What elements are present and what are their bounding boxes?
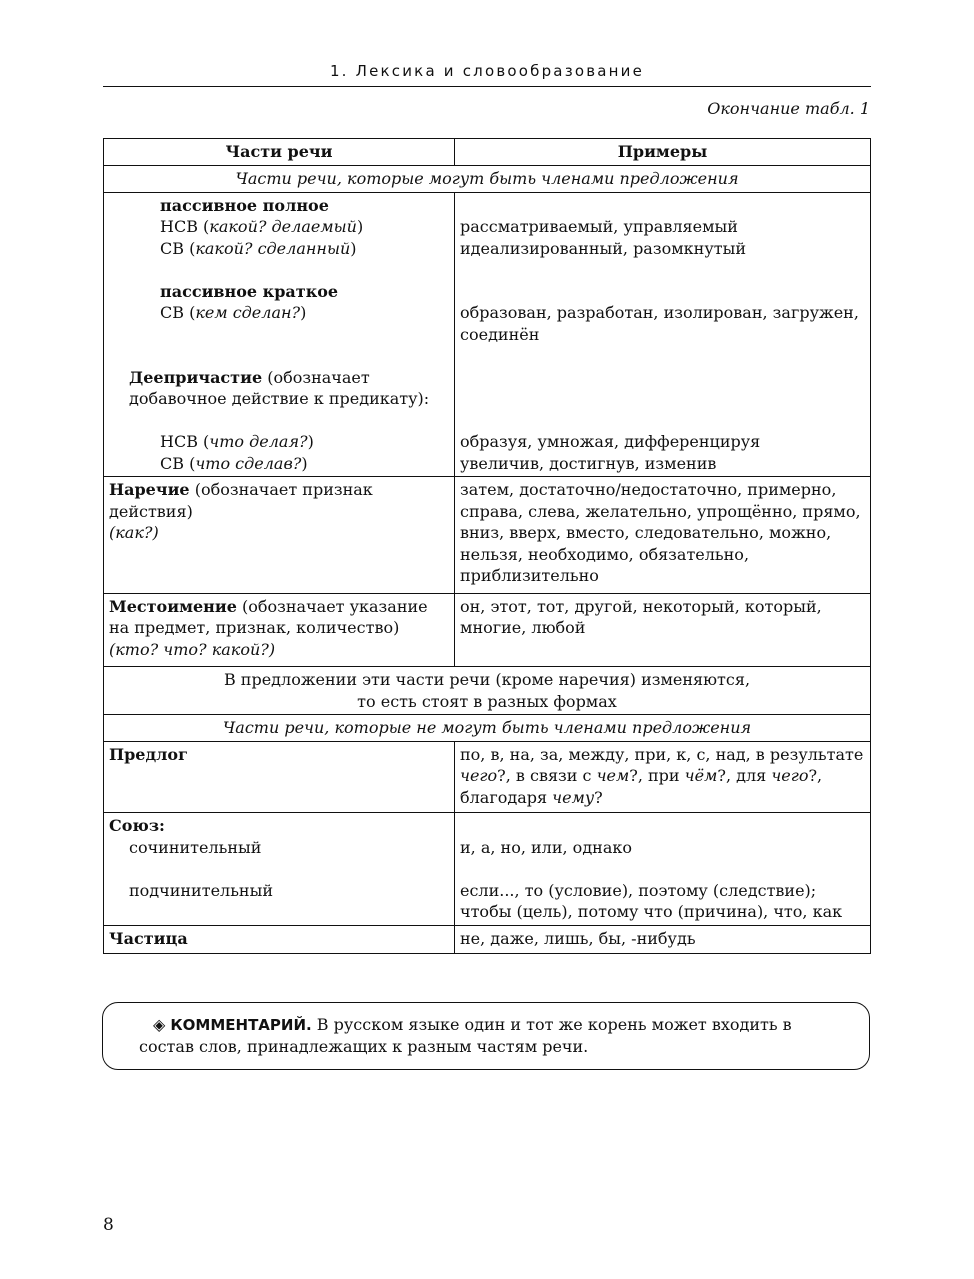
pronoun-title: Местоимение (109, 596, 237, 616)
adverb-title: Наречие (109, 480, 190, 499)
pronoun-cell (104, 593, 455, 667)
table-row (104, 741, 871, 813)
conjunction-examples (455, 813, 871, 926)
coordinating-example: и, а, но, или, однако (460, 837, 632, 857)
pronoun-desc: (обозначает указание на предмет, признак, количество) (109, 596, 428, 637)
participle-gerund-cell (104, 192, 455, 477)
gerund-sv: СВ (что сделав?) (160, 453, 308, 473)
table-row (104, 477, 871, 594)
passive-full-title: пассивное полное (160, 195, 329, 215)
adverb-question: (как?) (109, 523, 159, 542)
gerund-sv-example: увеличив, достигнув, изменив (460, 453, 717, 473)
table-caption: Окончание табл. 1 (707, 99, 870, 118)
comment-title: КОММЕНТАРИЙ. (170, 1016, 312, 1034)
parts-of-speech-table (103, 138, 871, 954)
change-note: В предложении эти части речи (кроме наречия) изменяются, то есть стоят в разных формах (104, 667, 871, 715)
section-row (104, 166, 871, 193)
particle-examples: не, даже, лишь, бы, -нибудь (455, 925, 871, 954)
passive-short-sv: СВ (кем сделан?) (160, 303, 307, 322)
section-title-non-members: Части речи, которые не могут быть членами предложения (104, 715, 871, 742)
page-number: 8 (103, 1215, 114, 1235)
running-head: 1. Лексика и словообразование (329, 62, 645, 80)
table-header-row (104, 139, 871, 166)
participle-gerund-examples (455, 192, 871, 477)
passive-full-nsv-example: рассматриваемый, управляемый (460, 217, 738, 236)
table-row (104, 813, 871, 926)
comment-box (102, 1002, 870, 1070)
adverb-cell (104, 477, 455, 594)
passive-full-sv: СВ (какой? сделанный) (160, 238, 357, 258)
table-row (104, 925, 871, 954)
header-rule (103, 86, 871, 87)
passive-short-title: пассивное краткое (160, 281, 339, 301)
comment-text: В русском языке один и тот же корень может входить в состав слов, принадлежащих к разным частям речи. (139, 1015, 792, 1056)
section-row (104, 715, 871, 742)
section-title-members: Части речи, которые могут быть членами предложения (104, 166, 871, 193)
subordinating-label: подчинительный (129, 880, 273, 900)
passive-full-nsv: НСВ (какой? делаемый) (160, 217, 364, 236)
column-header-parts: Части речи (104, 139, 455, 166)
note-row (104, 667, 871, 715)
gerund-nsv-example: образуя, умножая, дифференцируя (460, 432, 761, 451)
pronoun-examples: он, этот, тот, другой, некоторый, который, многие, любой (455, 593, 871, 667)
subordinating-example: если..., то (условие), поэтому (следствие); чтобы (цель), потому что (причина), что, как (460, 880, 843, 921)
coordinating-label: сочинительный (129, 837, 262, 857)
table-row (104, 593, 871, 667)
passive-short-example: образован, разработан, изолирован, загружен, соединён (460, 303, 859, 344)
pronoun-question: (кто? что? какой?) (109, 639, 276, 659)
gerund-nsv: НСВ (что делая?) (160, 432, 314, 451)
preposition-title: Предлог (104, 741, 455, 813)
table-row (104, 192, 871, 477)
conjunction-cell (104, 813, 455, 926)
gerund-definition: Деепричастие (обозначает добавочное действие к предикату): (129, 367, 430, 408)
particle-title: Частица (104, 925, 455, 954)
conjunction-title: Союз: (109, 816, 165, 835)
passive-full-sv-example: идеализированный, разомкнутый (460, 238, 746, 258)
diamond-icon: ◈ (153, 1015, 166, 1034)
preposition-examples: по, в, на, за, между, при, к, с, над, в результате чего?, в связи с чем?, при чём?, для чего?, благодаря чему? (455, 741, 871, 813)
adverb-examples: затем, достаточно/недостаточно, примерно, справа, слева, желательно, упрощённо, прямо, вниз, вверх, вместо, следовательно, можно, нельзя, необходимо, обязательно, приблизительно (455, 477, 871, 594)
column-header-examples: Примеры (455, 139, 871, 166)
adverb-desc: (обозначает признак действия) (109, 480, 373, 521)
